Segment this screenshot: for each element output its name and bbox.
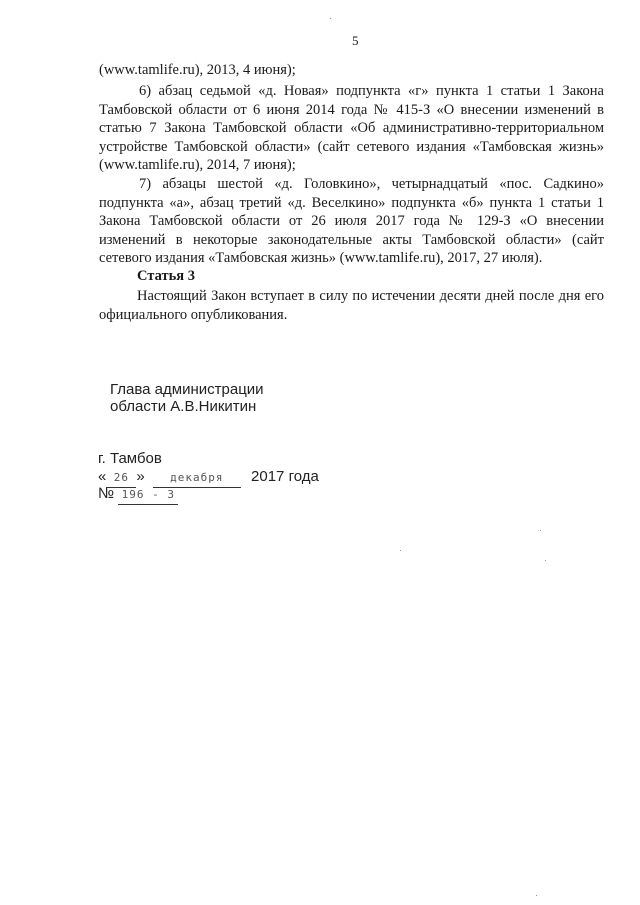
item-6-paragraph: 6) абзац седьмой «д. Новая» подпункта «г» пункта 1 статьи 1 Закона Тамбовской области от 6 июня 2014 года № 415-З «О внесении изменений в статью 7 Закона Тамбовской области «Об административно-территориальном устройстве Тамбовской области» (сайт сетевого издания «Тамбовская жизнь» (www.tamlife.ru), 2014, 7 июня); xyxy=(99,83,604,174)
law-number: 196 - З xyxy=(118,486,178,505)
article-3-text: Настоящий Закон вступает в силу по истечении десяти дней после дня его официального опубликования. xyxy=(99,288,604,323)
date-year: 2017 года xyxy=(251,468,319,485)
date-open-quote: « xyxy=(98,468,107,485)
scan-speck xyxy=(545,560,546,561)
signature-name: области А.В.Никитин xyxy=(110,398,257,415)
signature-title: Глава администрации xyxy=(110,381,264,398)
page-number: 5 xyxy=(352,33,359,48)
date-close-quote: » xyxy=(136,468,145,485)
scan-speck xyxy=(330,18,331,19)
item-7-paragraph: 7) абзацы шестой «д. Головкино», четырнадцатый «пос. Садкино» подпункта «а», абзац третий «д. Веселкино» подпункта «б» пункта 1 статьи 1 Закона Тамбовской области от 26 июля 2017 года № 129-З «О внесении изменений в некоторые законодательные акты Тамбовской области» (сайт сетевого издания «Тамбовская жизнь» (www.tamlife.ru), 2017, 27 июля). xyxy=(99,176,604,267)
scan-speck xyxy=(536,895,537,896)
article-3-heading: Статья 3 xyxy=(137,268,195,284)
number-sign: № xyxy=(98,485,115,502)
scan-speck xyxy=(400,550,401,551)
date-month: декабря xyxy=(153,469,241,488)
date-day: 26 xyxy=(106,469,136,488)
place: г. Тамбов xyxy=(98,450,162,467)
law-number-line xyxy=(98,485,178,505)
continuation-line: (www.tamlife.ru), 2013, 4 июня); xyxy=(99,62,296,78)
scan-speck xyxy=(540,530,541,531)
